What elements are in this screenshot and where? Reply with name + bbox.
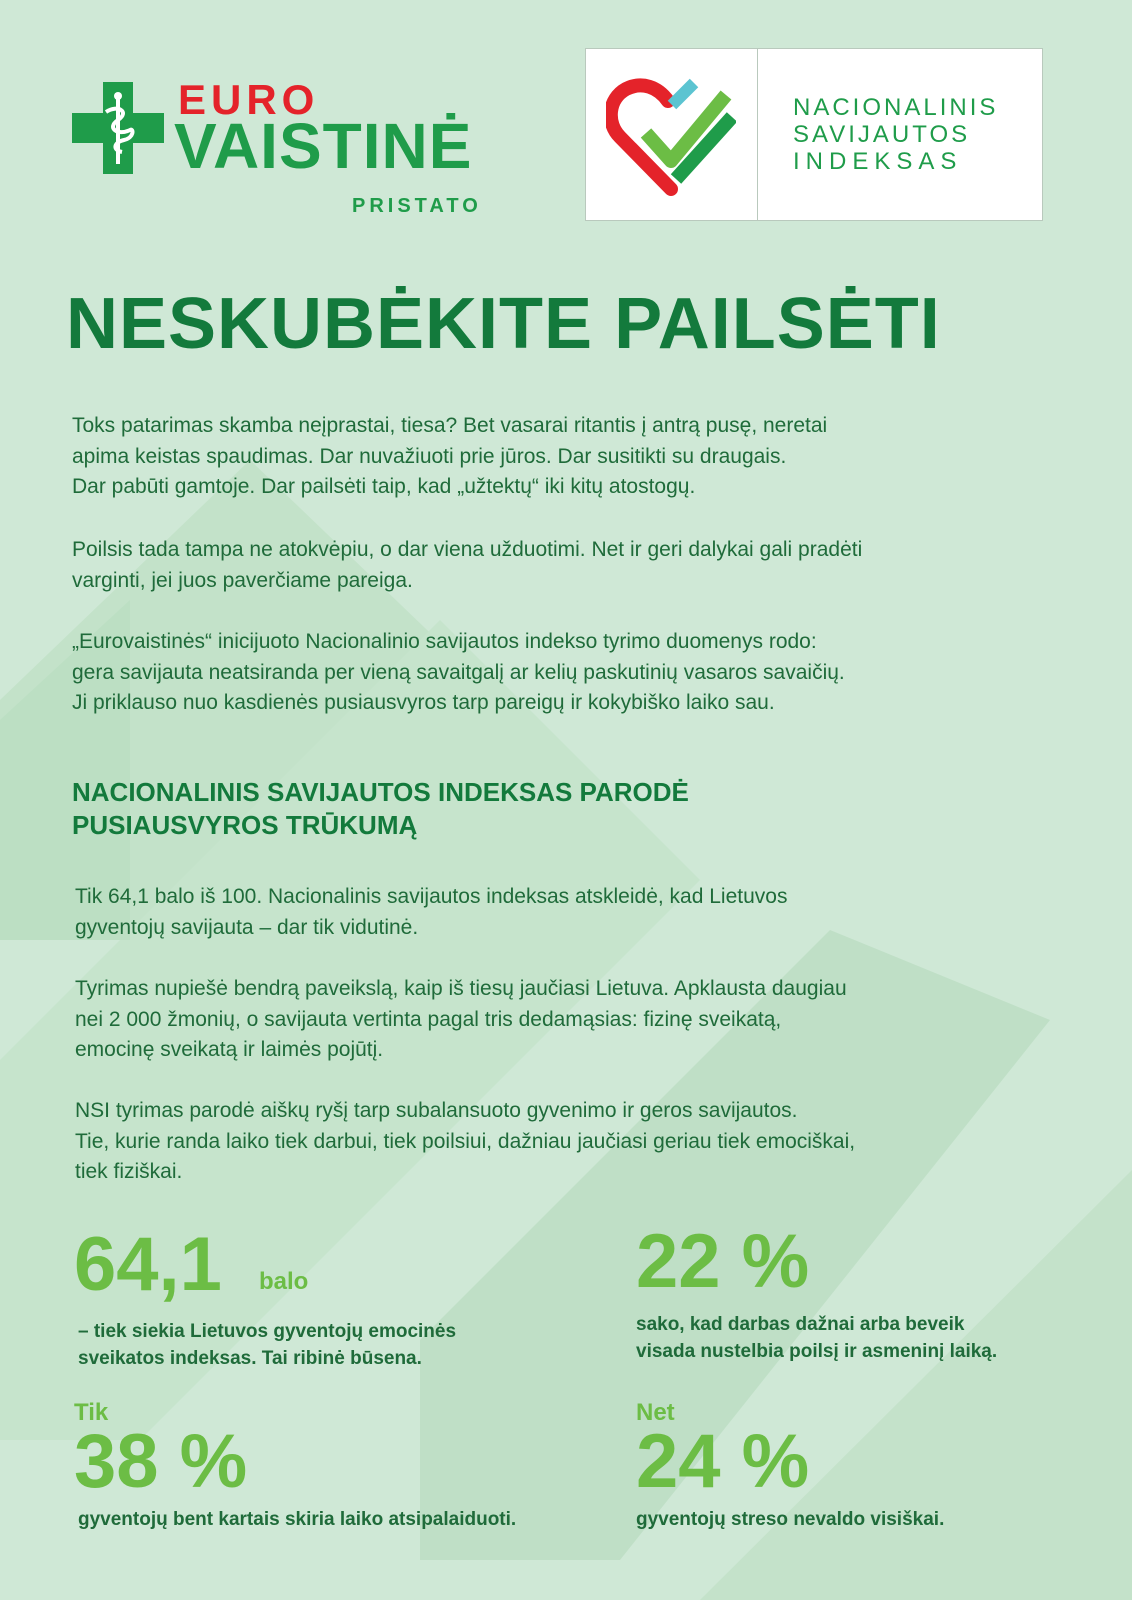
nsi-line-2: SAVIJAUTOS xyxy=(793,121,971,148)
paragraph-line: „Eurovaistinės“ inicijuoto Nacionalinio savijautos indekso tyrimo duomenys rodo: xyxy=(72,630,817,653)
stat-desc-line: gyventojų bent kartais skiria laiko atsipalaiduoti. xyxy=(78,1509,517,1530)
stat-stress-desc xyxy=(636,1506,944,1533)
nsi-line-3: INDEKSAS xyxy=(793,148,963,175)
intro-paragraph-3 xyxy=(72,627,845,719)
paragraph-line: Poilsis tada tampa ne atokvėpiu, o dar viena užduotimi. Net ir geri dalykai gali pradėti xyxy=(72,538,863,561)
section-heading-line-1: NACIONALINIS SAVIJAUTOS INDEKSAS PARODĖ xyxy=(72,777,689,807)
stat-desc-line: sveikatos indeksas. Tai ribinė būsena. xyxy=(78,1348,422,1369)
nsi-logo xyxy=(585,48,1043,221)
stat-relax-value: 38 % xyxy=(74,1419,248,1504)
paragraph-line: Ji priklauso nuo kasdienės pusiausvyros tarp pareigų ir kokybiško laiko sau. xyxy=(72,691,775,714)
paragraph-line: Tik 64,1 balo iš 100. Nacionalinis savijautos indeksas atskleidė, kad Lietuvos xyxy=(75,885,788,908)
paragraph-line: tiek fiziškai. xyxy=(75,1160,183,1183)
paragraph-line: varginti, jei juos paverčiame pareiga. xyxy=(72,568,413,592)
paragraph-line: Tie, kurie randa laiko tiek darbui, tiek poilsiui, dažniau jaučiasi geriau tiek emociškai, xyxy=(75,1129,856,1153)
section-heading xyxy=(72,776,689,842)
paragraph-line: Toks patarimas skamba neįprastai, tiesa? Bet vasarai ritantis į antrą pusę, neretai xyxy=(72,414,828,437)
stat-relax-desc xyxy=(78,1506,516,1533)
paragraph-line: NSI tyrimas parodė aiškų ryšį tarp subalansuoto gyvenimo ir geros savijautos. xyxy=(75,1099,798,1122)
logo-euro-text: EURO xyxy=(178,76,320,123)
paragraph-line: apima keistas spaudimas. Dar nuvažiuoti prie jūros. Dar susitikti su draugais. xyxy=(72,444,787,468)
section-paragraph-2 xyxy=(75,974,847,1066)
stat-work-overshadows-desc xyxy=(636,1311,997,1365)
stat-desc-line: visada nustelbia poilsį ir asmeninį laiką. xyxy=(636,1341,998,1362)
paragraph-line: nei 2 000 žmonių, o savijauta vertinta pagal tris dedamąsias: fizinę sveikatą, xyxy=(75,1007,782,1031)
stat-emotional-index-desc xyxy=(78,1318,456,1372)
paragraph-line: Tyrimas nupiešė bendrą paveikslą, kaip iš tiesų jaučiasi Lietuva. Apklausta daugiau xyxy=(75,977,847,1000)
stat-stress-prefix: Net xyxy=(636,1399,675,1426)
nsi-logo-text xyxy=(793,94,998,175)
section-paragraph-3 xyxy=(75,1096,855,1188)
stat-emotional-index-unit: balo xyxy=(259,1268,309,1295)
paragraph-line: emocinę sveikatą ir laimės pojūtį. xyxy=(75,1038,384,1061)
stat-desc-line: – tiek siekia Lietuvos gyventojų emocinės xyxy=(78,1321,457,1342)
logo-pristato-text: PRISTATO xyxy=(352,195,482,217)
heart-checkmark-icon xyxy=(606,71,736,199)
paragraph-line: Dar pabūti gamtoje. Dar pailsėti taip, kad „užtektų“ iki kitų atostogų. xyxy=(72,475,696,498)
stat-stress-value: 24 % xyxy=(636,1419,810,1504)
section-paragraph-1 xyxy=(75,882,787,943)
nsi-line-1: NACIONALINIS xyxy=(793,94,999,121)
eurovaistine-logo xyxy=(72,76,502,220)
stat-desc-line: sako, kad darbas dažnai arba beveik xyxy=(636,1314,965,1335)
stat-desc-line: gyventojų streso nevaldo visiškai. xyxy=(636,1509,945,1530)
logo-divider xyxy=(757,49,758,220)
paragraph-line: gyventojų savijauta – dar tik vidutinė. xyxy=(75,915,419,939)
stat-relax-prefix: Tik xyxy=(74,1399,109,1426)
pharmacy-cross-icon xyxy=(72,82,164,174)
logo-vaistine-text: VAISTINĖ xyxy=(174,110,473,182)
intro-paragraph-1 xyxy=(72,411,827,503)
page-title: NESKUBĖKITE PAILSĖTI xyxy=(66,284,941,364)
paragraph-line: gera savijauta neatsiranda per vieną savaitgalį ar kelių paskutinių vasaros savaičių. xyxy=(72,660,845,684)
intro-paragraph-2 xyxy=(72,535,862,596)
stat-work-overshadows-value: 22 % xyxy=(636,1219,810,1304)
stat-emotional-index-value: 64,1 xyxy=(74,1222,222,1307)
section-heading-line-2: PUSIAUSVYROS TRŪKUMĄ xyxy=(72,810,418,840)
